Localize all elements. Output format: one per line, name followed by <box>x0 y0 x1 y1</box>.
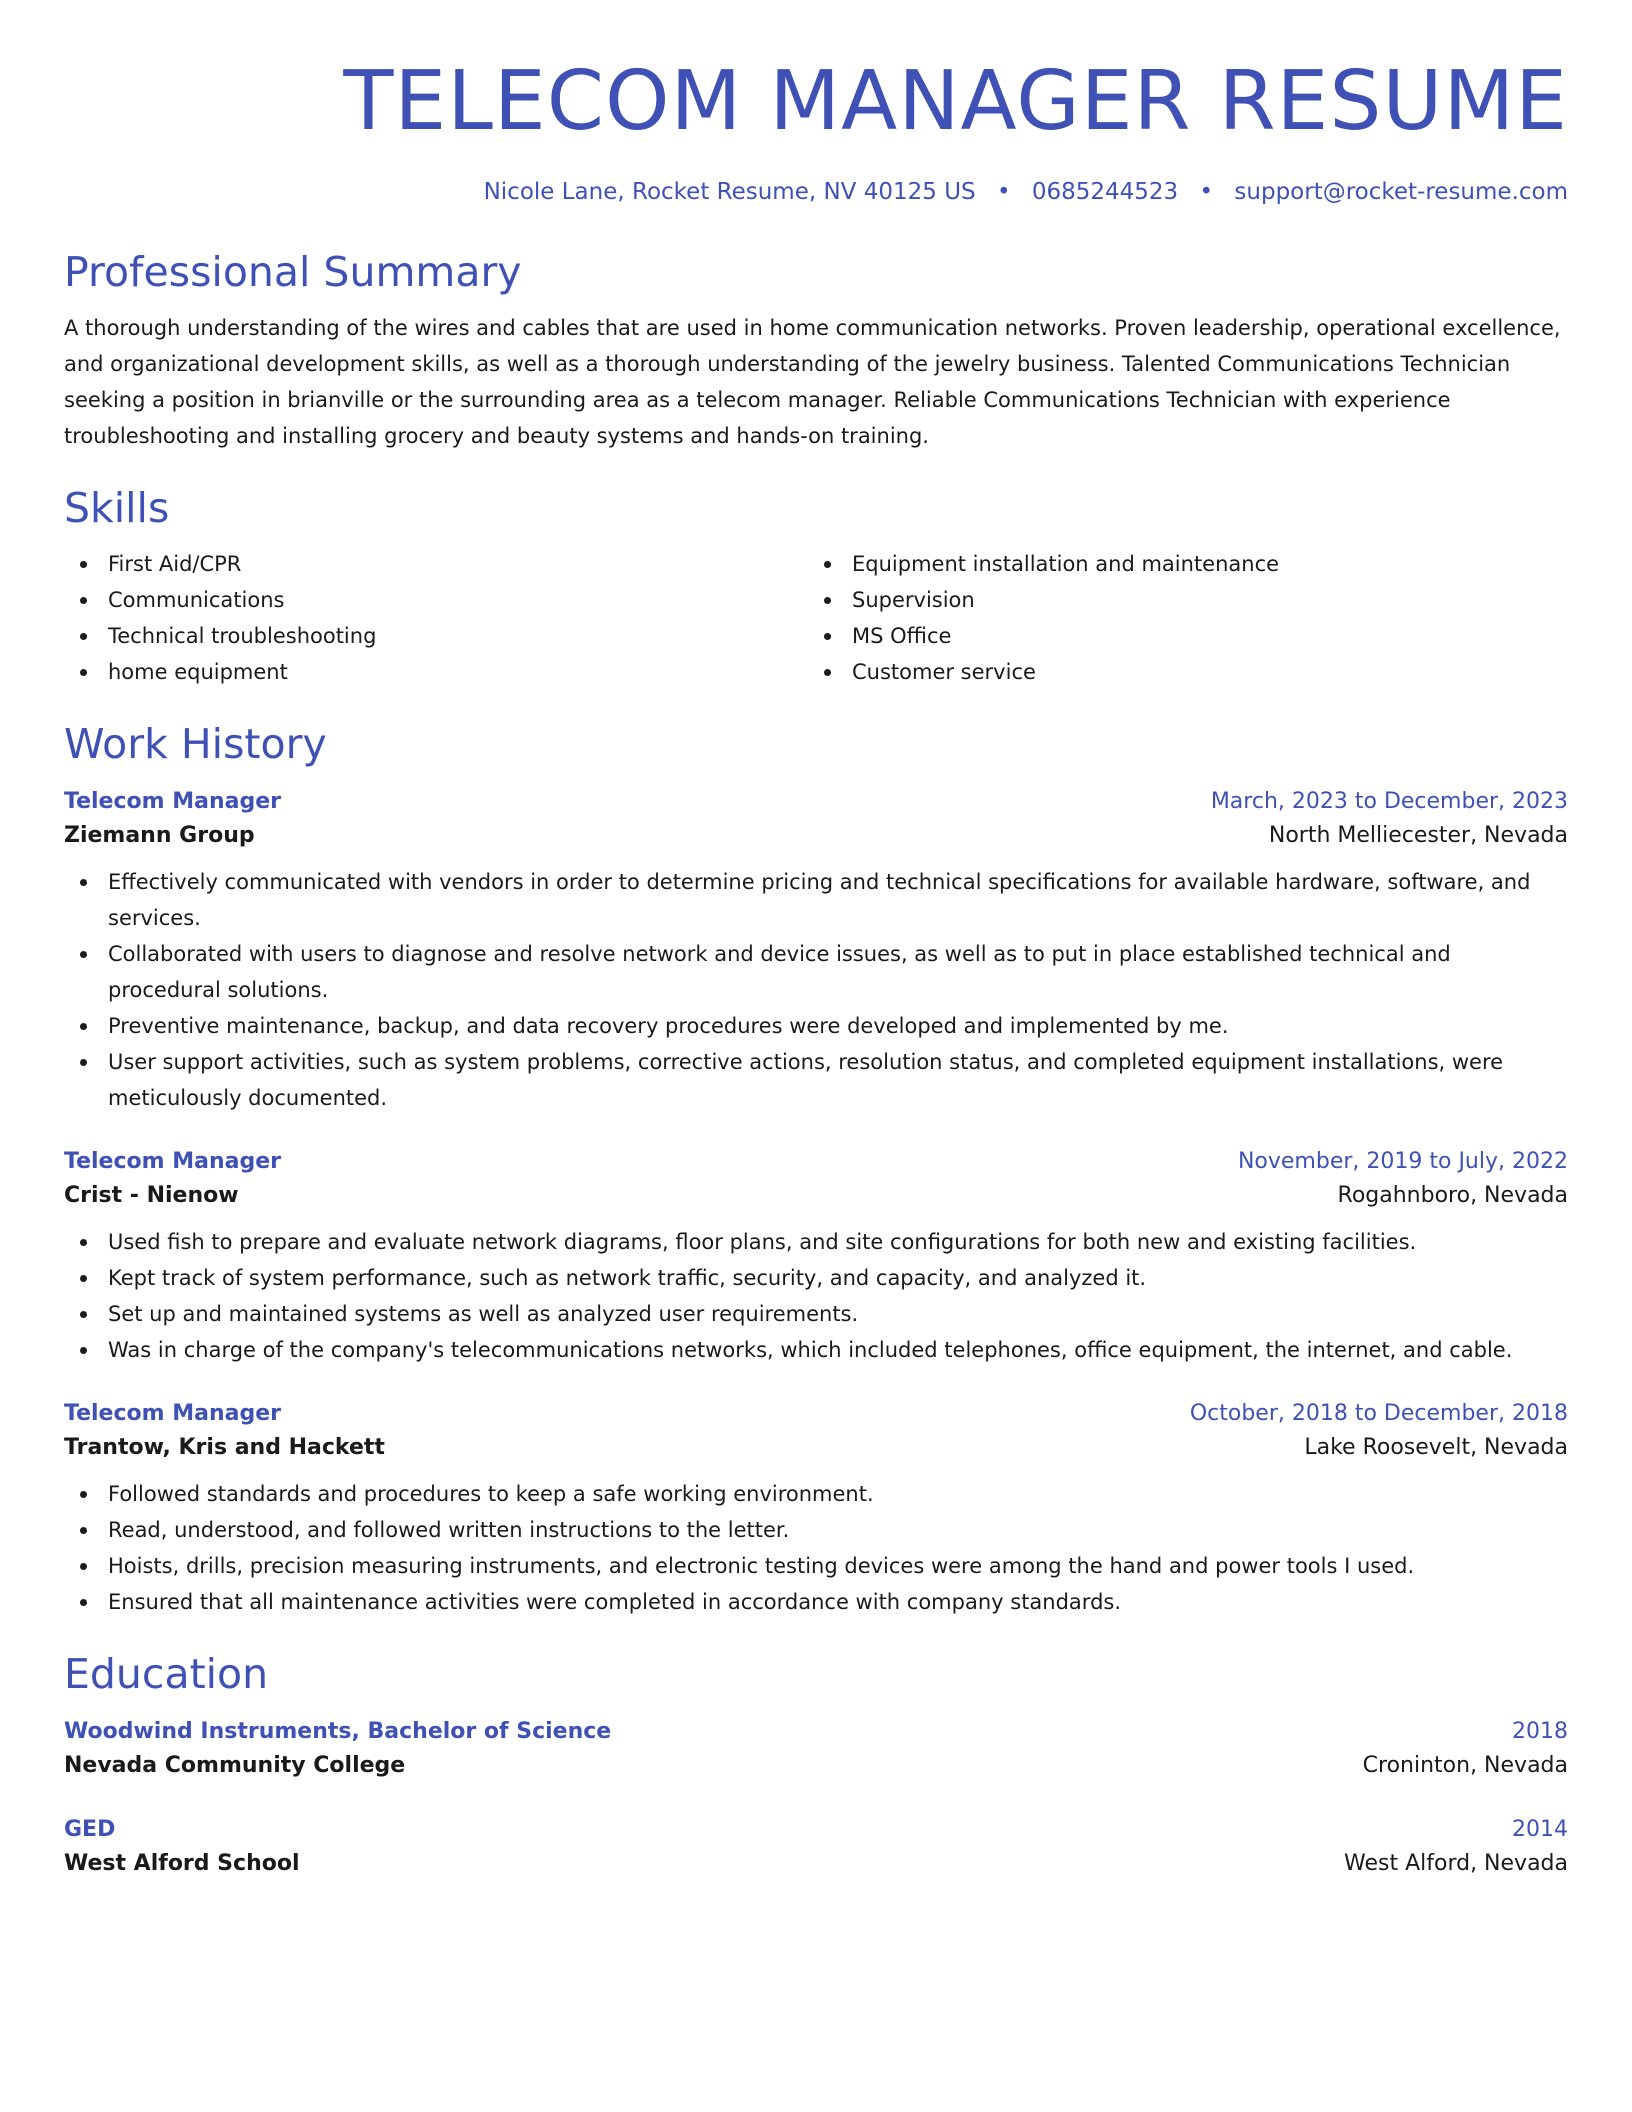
school-name: Nevada Community College <box>64 1753 406 1778</box>
job-location: North Melliecester, Nevada <box>1268 823 1568 848</box>
work-history-section <box>64 716 1568 1620</box>
contact-address: Nicole Lane, Rocket Resume, NV 40125 US <box>483 179 976 205</box>
job-bullet: Used fish to prepare and evaluate network diagrams, floor plans, and site configurations for both new and existing facilities. <box>64 1224 1568 1260</box>
job-bullet: Read, understood, and followed written instructions to the letter. <box>64 1512 1568 1548</box>
education-section <box>64 1646 1568 1882</box>
job-bullet: Hoists, drills, precision measuring instruments, and electronic testing devices were among the hand and power tools I used. <box>64 1548 1568 1584</box>
job-bullet: Ensured that all maintenance activities were completed in accordance with company standards. <box>64 1584 1568 1620</box>
degree-name: GED <box>64 1817 116 1842</box>
skill-item: Technical troubleshooting <box>64 618 816 654</box>
education-heading: Education <box>64 1650 269 1698</box>
summary-heading: Professional Summary <box>64 248 522 296</box>
bullet-separator: • <box>996 179 1011 205</box>
job-title: Telecom Manager <box>64 789 281 814</box>
graduation-year: 2018 <box>1512 1719 1568 1744</box>
school-location: Croninton, Nevada <box>1362 1753 1568 1778</box>
job-entry <box>64 1146 1568 1368</box>
skill-item: home equipment <box>64 654 816 690</box>
skills-section <box>64 480 1568 690</box>
school-name: West Alford School <box>64 1851 300 1876</box>
job-bullets <box>64 1476 1568 1620</box>
company-name: Trantow, Kris and Hackett <box>64 1435 385 1460</box>
skills-heading: Skills <box>64 484 170 532</box>
skill-item: First Aid/CPR <box>64 546 816 582</box>
job-bullet: Set up and maintained systems as well as analyzed user requirements. <box>64 1296 1568 1332</box>
resume-title: TELECOM MANAGER RESUME <box>343 54 1568 149</box>
job-location: Rogahnboro, Nevada <box>1337 1183 1568 1208</box>
job-bullet: Followed standards and procedures to keep a safe working environment. <box>64 1476 1568 1512</box>
job-bullet: User support activities, such as system problems, corrective actions, resolution status, and completed equipment installations, were meticulously documented. <box>64 1044 1568 1116</box>
company-name: Ziemann Group <box>64 823 255 848</box>
job-title: Telecom Manager <box>64 1149 281 1174</box>
summary-text: A thorough understanding of the wires and cables that are used in home communication networks. Proven leadership, operational excellence, and organizational development skills, as well as a thorough understanding of the jewelry business. Talented Communications Technician seeking a position in brianville or the surrounding area as a telecom manager. Reliable Communications Technician with experience troubleshooting and installing grocery and beauty systems and hands-on training. <box>64 316 1561 448</box>
education-entry <box>64 1814 1568 1882</box>
skill-item: MS Office <box>808 618 1560 654</box>
degree-name: Woodwind Instruments, Bachelor of Science <box>64 1719 612 1744</box>
skill-item: Supervision <box>808 582 1560 618</box>
job-location: Lake Roosevelt, Nevada <box>1304 1435 1568 1460</box>
job-entry <box>64 1398 1568 1620</box>
job-bullets <box>64 864 1568 1116</box>
contact-phone: 0685244523 <box>1031 179 1179 205</box>
graduation-year: 2014 <box>1512 1817 1568 1842</box>
job-bullet: Preventive maintenance, backup, and data recovery procedures were developed and implemented by me. <box>64 1008 1568 1044</box>
skills-column-left <box>64 546 816 690</box>
job-dates: October, 2018 to December, 2018 <box>1189 1401 1568 1426</box>
education-entry <box>64 1716 1568 1784</box>
school-location: West Alford, Nevada <box>1344 1851 1568 1876</box>
skills-column-right <box>808 546 1560 690</box>
job-entry <box>64 786 1568 1116</box>
skill-item: Equipment installation and maintenance <box>808 546 1560 582</box>
contact-email: support@rocket-resume.com <box>1234 179 1568 205</box>
job-bullet: Collaborated with users to diagnose and resolve network and device issues, as well as to put in place established technical and procedural solutions. <box>64 936 1568 1008</box>
bullet-separator: • <box>1199 179 1214 205</box>
skill-item: Customer service <box>808 654 1560 690</box>
job-bullet: Effectively communicated with vendors in order to determine pricing and technical specifications for available hardware, software, and services. <box>64 864 1568 936</box>
company-name: Crist - Nienow <box>64 1183 239 1208</box>
contact-line <box>64 176 1568 208</box>
skills-list <box>64 546 1568 690</box>
job-bullet: Was in charge of the company's telecommunications networks, which included telephones, office equipment, the internet, and cable. <box>64 1332 1568 1368</box>
summary-section <box>64 244 1568 454</box>
job-dates: March, 2023 to December, 2023 <box>1210 789 1568 814</box>
work-history-heading: Work History <box>64 720 327 768</box>
job-title: Telecom Manager <box>64 1401 281 1426</box>
job-bullets <box>64 1224 1568 1368</box>
job-dates: November, 2019 to July, 2022 <box>1237 1149 1568 1174</box>
skill-item: Communications <box>64 582 816 618</box>
job-bullet: Kept track of system performance, such as network traffic, security, and capacity, and analyzed it. <box>64 1260 1568 1296</box>
